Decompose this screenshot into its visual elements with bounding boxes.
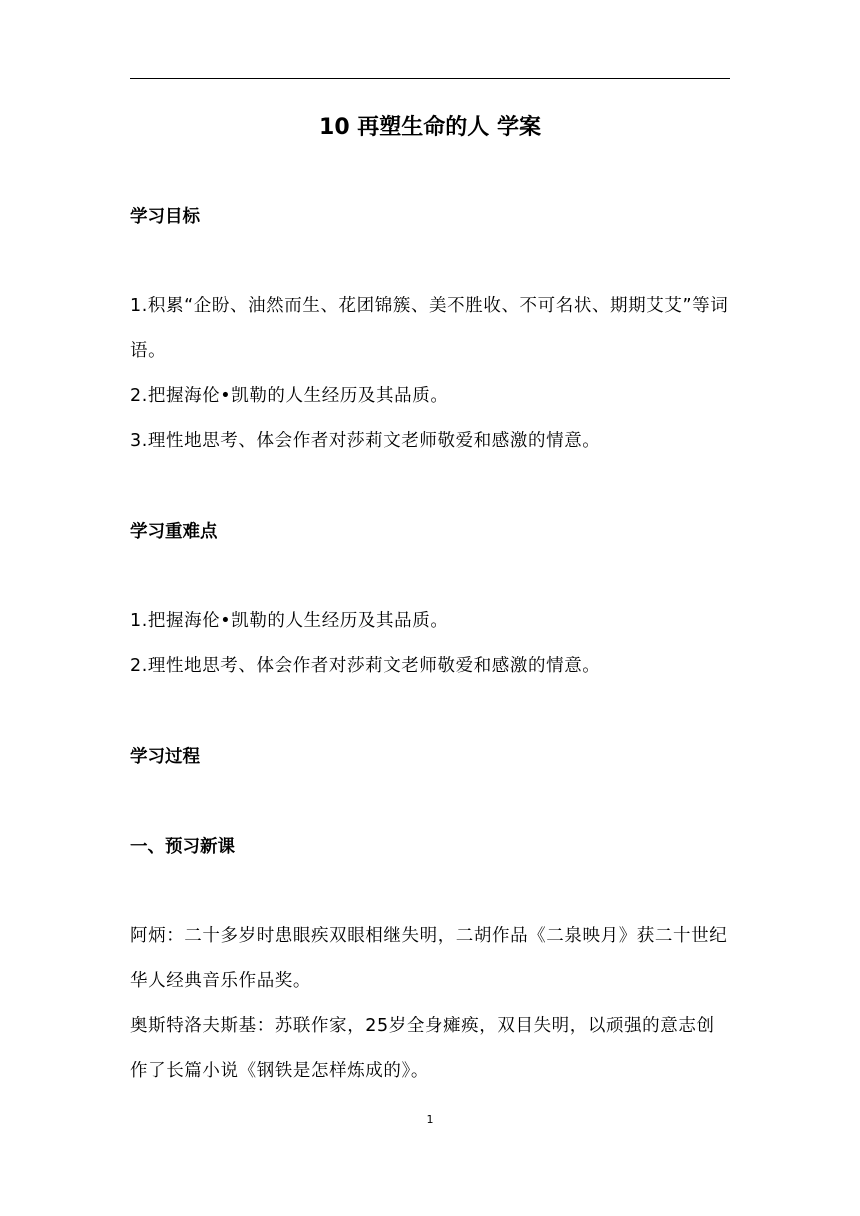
- section-heading-preview: 一、预习新课: [130, 837, 235, 857]
- section-heading-key-difficulties: 学习重难点: [130, 522, 218, 542]
- learning-goal-item: 2.把握海伦•凯勒的人生经历及其品质。: [130, 386, 449, 406]
- preview-paragraph: 阿炳：二十多岁时患眼疾双眼相继失明，二胡作品《二泉映月》获二十世纪华人经典音乐作品奖。: [130, 926, 728, 991]
- learning-goal-item: 3.理性地思考、体会作者对莎莉文老师敬爱和感激的情意。: [130, 431, 601, 451]
- key-difficulty-item: 1.把握海伦•凯勒的人生经历及其品质。: [130, 611, 449, 631]
- key-difficulty-item: 2.理性地思考、体会作者对莎莉文老师敬爱和感激的情意。: [130, 656, 601, 676]
- page-title: 10 再塑生命的人 学案: [319, 115, 541, 140]
- section-heading-learning-goals: 学习目标: [130, 207, 200, 227]
- header-rule: [130, 78, 730, 79]
- section-heading-learning-process: 学习过程: [130, 747, 200, 767]
- learning-goal-item: 1.积累“企盼、油然而生、花团锦簇、美不胜收、不可名状、期期艾艾”等词语。: [130, 296, 729, 361]
- page-number: 1: [426, 1113, 434, 1126]
- preview-paragraph: 奥斯特洛夫斯基：苏联作家，25岁全身瘫痪，双目失明，以顽强的意志创作了长篇小说《钢铁是怎样炼成的》。: [130, 1016, 715, 1081]
